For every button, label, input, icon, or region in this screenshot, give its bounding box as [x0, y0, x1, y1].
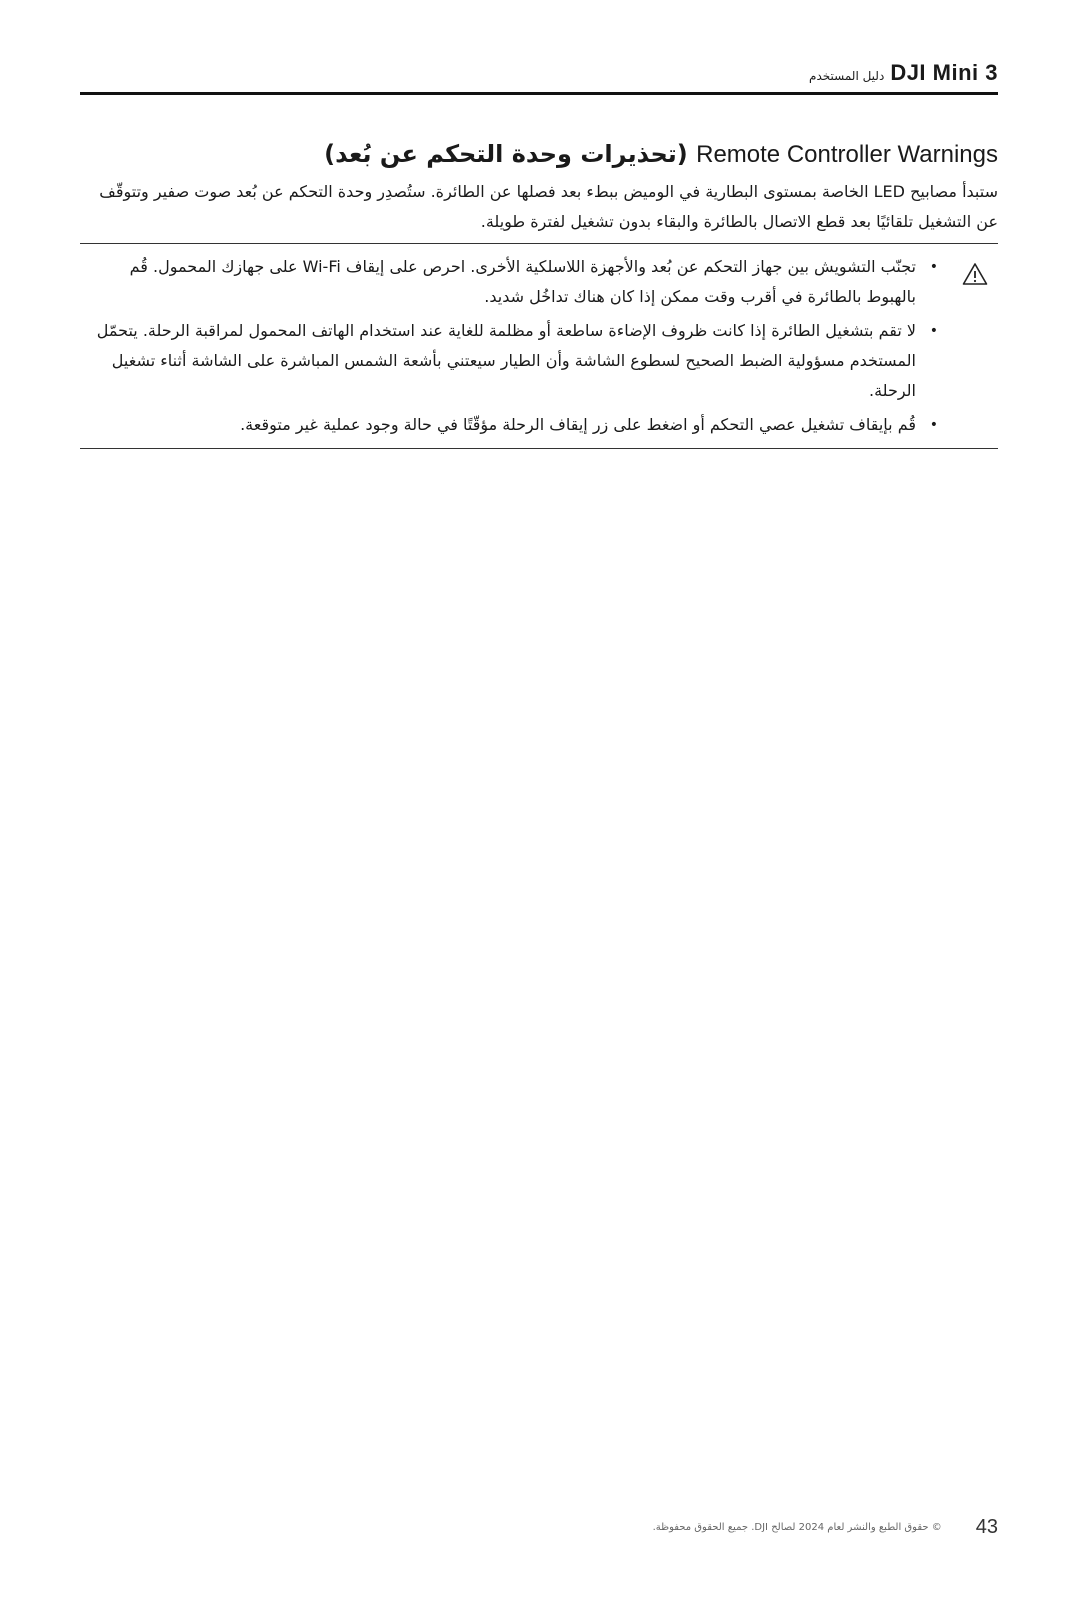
product-name: DJI Mini 3: [890, 60, 998, 85]
bullet: •: [929, 417, 938, 433]
bullet: •: [929, 259, 938, 275]
page-number: 43: [975, 1516, 998, 1538]
main-content: [80, 138, 998, 449]
section-title: [80, 138, 998, 171]
warning-item: [80, 316, 938, 406]
warning-list: [80, 252, 998, 440]
page-footer: [80, 1516, 998, 1540]
warning-item: [80, 410, 938, 440]
section-title-en: Remote Controller Warnings: [696, 141, 998, 168]
warning-text: قُم بإيقاف تشغيل عصي التحكم أو اضغط على زر إيقاف الرحلة مؤقّتًا في حالة وجود عملية غير متوقعة.: [240, 415, 916, 434]
page-header: [80, 60, 998, 95]
copyright-notice: © حقوق الطبع والنشر لعام 2024 لصالح DJI. جميع الحقوق محفوظة.: [652, 1522, 942, 1533]
guide-label: دليل المستخدم: [809, 69, 885, 83]
section-title-ar: (تحذيرات وحدة التحكم عن بُعد): [324, 140, 688, 168]
warning-text: تجنّب التشويش بين جهاز التحكم عن بُعد والأجهزة اللاسلكية الأخرى. احرص على إيقاف Wi-Fi على جهازك المحمول. قُم بالهبوط بالطائرة في أقرب وقت ممكن إذا كان هناك تداخُل شديد.: [129, 257, 916, 306]
bullet: •: [929, 323, 938, 339]
warning-box: [80, 244, 998, 449]
warning-triangle-icon: [962, 262, 988, 286]
warning-item: [80, 252, 938, 312]
warning-text: لا تقم بتشغيل الطائرة إذا كانت ظروف الإضاءة ساطعة أو مظلمة للغاية عند استخدام الهاتف المحمول لمراقبة الرحلة. يتحمّل المستخدم مسؤولية الضبط الصحيح لسطوع الشاشة وأن الطيار سيعتني بأشعة الشمس المباشرة على الشاشة أثناء تشغيل الرحلة.: [96, 321, 916, 400]
intro-paragraph: ستبدأ مصابيح LED الخاصة بمستوى البطارية في الوميض ببطء بعد فصلها عن الطائرة. ستُصدِر وحدة التحكم عن بُعد صوت صفير وتتوقّف عن التشغيل تلقائيًا بعد قطع الاتصال بالطائرة والبقاء بدون تشغيل لفترة طويلة.: [80, 177, 998, 244]
